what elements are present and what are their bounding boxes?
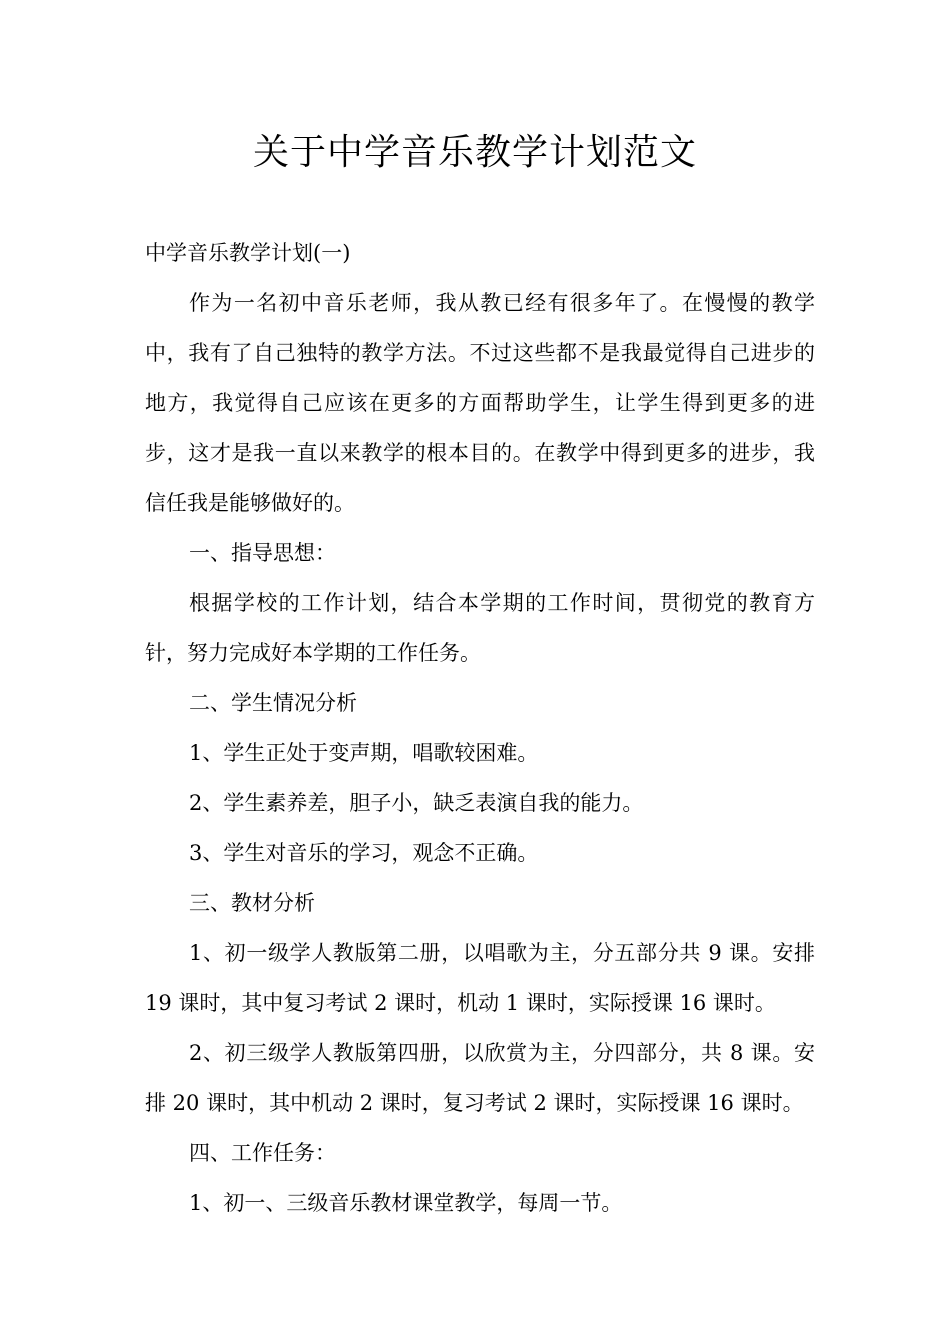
document-body [145, 228, 815, 1228]
intro-paragraph: 作为一名初中音乐老师，我从教已经有很多年了。在慢慢的教学中，我有了自己独特的教学方法。不过这些都不是我最觉得自己进步的地方，我觉得自己应该在更多的方面帮助学生，让学生得到更多的进步，这才是我一直以来教学的根本目的。在教学中得到更多的进步，我信任我是能够做好的。 [145, 291, 815, 515]
heading-guiding-ideology: 一、指导思想： [189, 541, 336, 565]
student-analysis-item: 3、学生对音乐的学习，观念不正确。 [189, 841, 539, 865]
textbook-analysis-item: 1、初一级学人教版第二册，以唱歌为主，分五部分共 9 课。安排 19 课时，其中复习考试 2 课时，机动 1 课时，实际授课 16 课时。 [145, 941, 815, 1015]
page-title: 关于中学音乐教学计划范文 [252, 132, 697, 173]
heading-work-tasks: 四、工作任务： [189, 1141, 336, 1165]
student-analysis-item: 1、学生正处于变声期，唱歌较困难。 [189, 741, 539, 765]
heading-textbook-analysis: 三、教材分析 [189, 891, 315, 915]
textbook-analysis-item: 2、初三级学人教版第四册，以欣赏为主，分四部分，共 8 课。安排 20 课时，其中机动 2 课时，复习考试 2 课时，实际授课 16 课时。 [145, 1041, 815, 1115]
section-subtitle: 中学音乐教学计划(一) [145, 241, 351, 265]
student-analysis-item: 2、学生素养差，胆子小，缺乏表演自我的能力。 [189, 791, 644, 815]
work-task-item: 1、初一、三级音乐教材课堂教学，每周一节。 [189, 1191, 623, 1215]
guiding-ideology-paragraph: 根据学校的工作计划，结合本学期的工作时间，贯彻党的教育方针，努力完成好本学期的工作任务。 [145, 591, 815, 665]
heading-student-analysis: 二、学生情况分析 [189, 691, 357, 715]
